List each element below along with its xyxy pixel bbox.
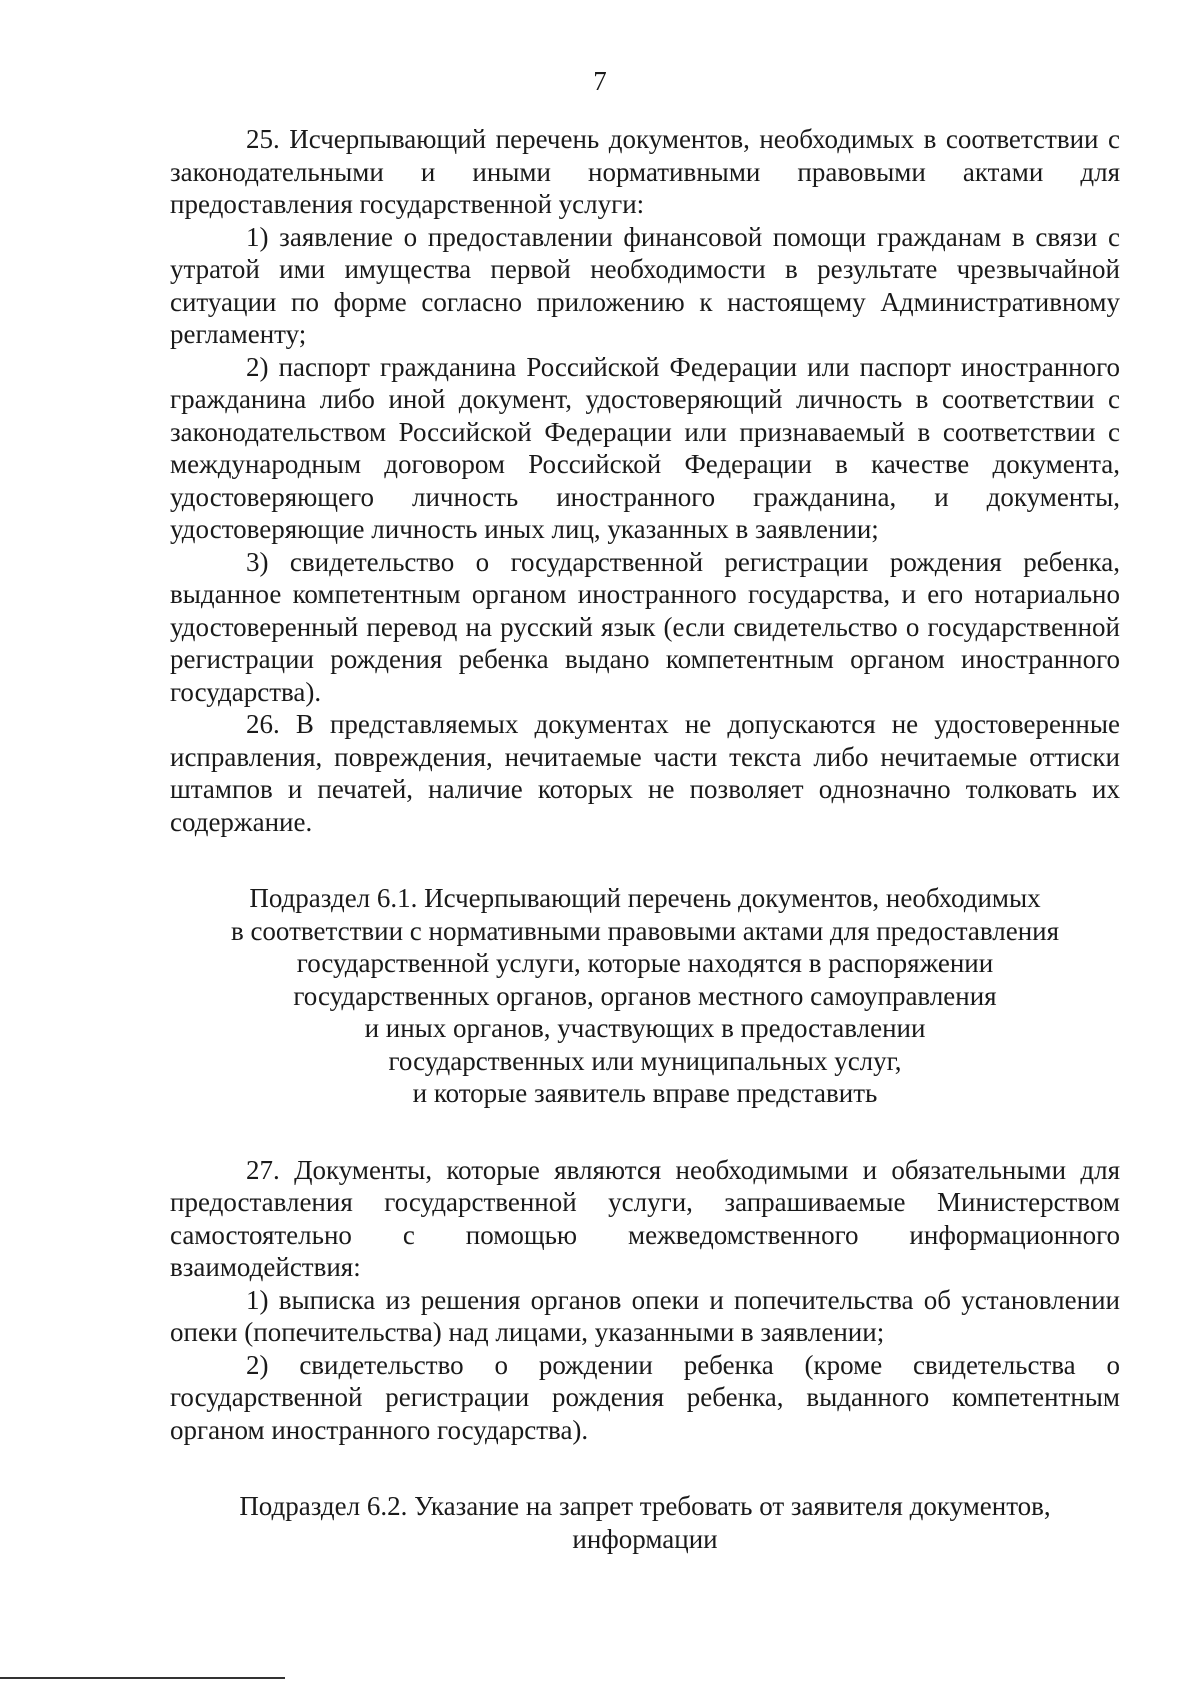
paragraph-25: 25. Исчерпывающий перечень документов, необходимых в соответствии с законодательными и иными нормативными правовыми актами для предоставления государственной услуги: xyxy=(170,124,1120,219)
paragraph-25-item-3: 3) свидетельство о государственной регистрации рождения ребенка, выданное компетентным органом иностранного государства, и его нотариально удостоверенный перевод на русский язык (если свидетельство о государственной регистрации рождения ребенка выдано компетентным органом иностранного государства). xyxy=(170,546,1120,707)
subsection-6-1-line: государственной услуги, которые находятся в распоряжении xyxy=(296,948,994,978)
subsection-6-2-line: Подраздел 6.2. Указание на запрет требовать от заявителя документов, xyxy=(239,1491,1051,1521)
subsection-6-2-heading xyxy=(170,1490,1120,1555)
subsection-6-1-heading xyxy=(170,882,1120,1110)
footer-rule xyxy=(0,1677,285,1679)
paragraph-26: 26. В представляемых документах не допускаются не удостоверенные исправления, повреждения, нечитаемые части текста либо нечитаемые оттиски штампов и печатей, наличие которых не позволяет однозначно толковать их содержание. xyxy=(170,709,1120,837)
subsection-6-1-line: и иных органов, участвующих в предоставлении xyxy=(364,1013,926,1043)
subsection-6-1-line: Подраздел 6.1. Исчерпывающий перечень документов, необходимых xyxy=(249,883,1041,913)
paragraph-27-item-1: 1) выписка из решения органов опеки и попечительства об установлении опеки (попечительства) над лицами, указанными в заявлении; xyxy=(170,1284,1120,1347)
paragraph-25-item-1: 1) заявление о предоставлении финансовой помощи гражданам в связи с утратой ими имущества первой необходимости в результате чрезвычайной ситуации по форме согласно приложению к настоящему Административному регламенту; xyxy=(170,221,1120,349)
subsection-6-1-line: государственных органов, органов местного самоуправления xyxy=(293,980,997,1011)
paragraph-25-item-2: 2) паспорт гражданина Российской Федерации или паспорт иностранного гражданина либо иной документ, удостоверяющий личность в соответствии с законодательством Российской Федерации или признаваемый в соответствии с международным договором Российской Федерации в качестве документа, удостоверяющего личность иностранного гражданина, и документы, удостоверяющие личность иных лиц, указанных в заявлении; xyxy=(170,351,1120,544)
page-number: 7 xyxy=(593,66,607,96)
subsection-6-1-line: и которые заявитель вправе представить xyxy=(412,1078,878,1108)
document-body xyxy=(170,123,1120,1555)
paragraph-27: 27. Документы, которые являются необходимыми и обязательными для предоставления государственной услуги, запрашиваемые Министерством самостоятельно с помощью межведомственного информационного взаимодействия: xyxy=(170,1154,1120,1282)
subsection-6-1-line: государственных или муниципальных услуг, xyxy=(388,1045,902,1076)
paragraph-27-item-2: 2) свидетельство о рождении ребенка (кроме свидетельства о государственной регистрации рождения ребенка, выданного компетентным органом иностранного государства). xyxy=(170,1349,1120,1445)
subsection-6-2-line: информации xyxy=(572,1523,718,1554)
subsection-6-1-line: в соответствии с нормативными правовыми актами для предоставления xyxy=(230,915,1060,946)
